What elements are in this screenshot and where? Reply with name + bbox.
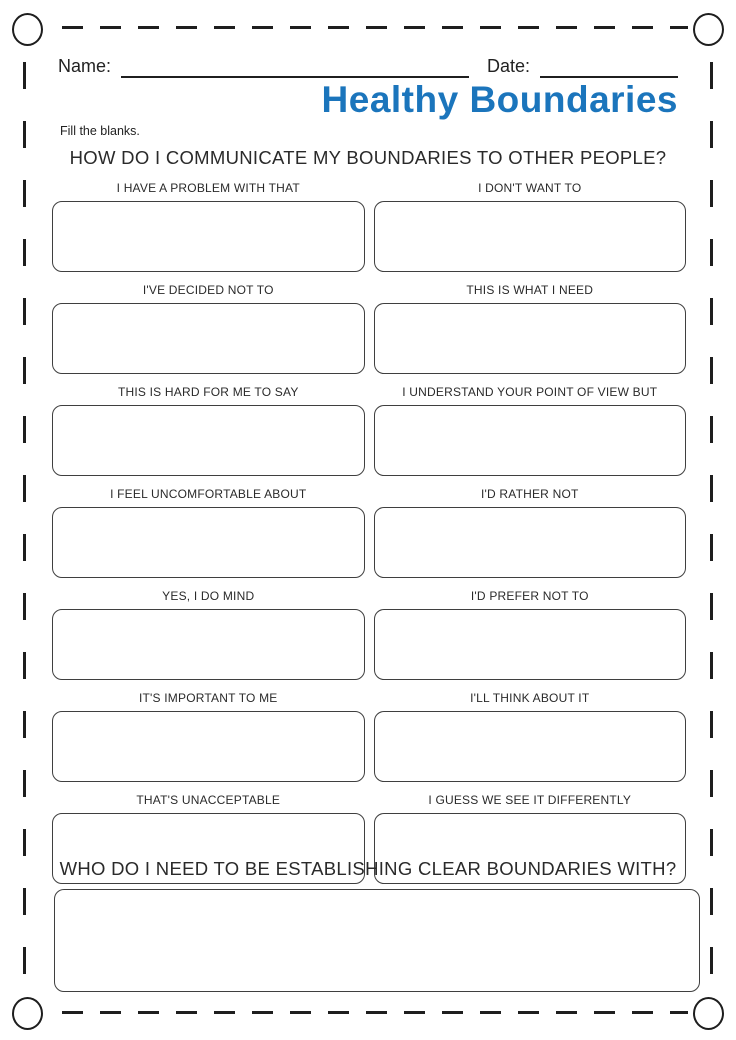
- prompt-label: I'D RATHER NOT: [480, 487, 579, 501]
- corner-circle-bottom-right: [693, 997, 724, 1030]
- name-date-row: [58, 56, 678, 78]
- prompt-label: IT'S IMPORTANT TO ME: [138, 691, 278, 705]
- prompt-label: I HAVE A PROBLEM WITH THAT: [116, 181, 300, 195]
- prompt-label: I FEEL UNCOMFORTABLE ABOUT: [110, 487, 307, 501]
- date-label: Date:: [486, 56, 530, 76]
- establish-heading: WHO DO I NEED TO BE ESTABLISHING CLEAR BOUNDARIES WITH?: [59, 858, 677, 879]
- prompt-cell: [52, 691, 365, 782]
- corner-circle-bottom-left: [12, 997, 43, 1030]
- prompt-label: YES, I DO MIND: [162, 589, 255, 603]
- boundaries-with-box[interactable]: [54, 889, 700, 992]
- bottom-dashed-border: [62, 1011, 688, 1014]
- answer-box[interactable]: [52, 711, 365, 782]
- answer-box[interactable]: [52, 201, 365, 272]
- prompt-cell: [52, 181, 365, 272]
- prompt-cell: [52, 589, 365, 680]
- answer-box[interactable]: [52, 405, 365, 476]
- prompt-label: THIS IS HARD FOR ME TO SAY: [117, 385, 299, 399]
- prompt-grid: [52, 181, 686, 884]
- prompt-label: I DON'T WANT TO: [478, 181, 582, 195]
- prompt-cell: [374, 691, 687, 782]
- prompt-cell: [52, 487, 365, 578]
- prompt-label: I'VE DECIDED NOT TO: [142, 283, 274, 297]
- prompt-label: I'LL THINK ABOUT IT: [470, 691, 590, 705]
- fill-instruction: Fill the blanks.: [60, 124, 140, 138]
- top-dashed-border: [62, 26, 688, 29]
- prompt-label: I UNDERSTAND YOUR POINT OF VIEW BUT: [402, 385, 658, 399]
- prompt-cell: [52, 283, 365, 374]
- answer-box[interactable]: [374, 201, 687, 272]
- prompt-cell: [52, 385, 365, 476]
- prompt-cell: [374, 181, 687, 272]
- prompt-label: I'D PREFER NOT TO: [470, 589, 589, 603]
- prompt-cell: [374, 283, 687, 374]
- corner-circle-top-left: [12, 13, 43, 46]
- answer-box[interactable]: [374, 507, 687, 578]
- prompt-cell: [374, 487, 687, 578]
- worksheet-title: Healthy Boundaries: [321, 79, 678, 120]
- prompt-cell: [374, 385, 687, 476]
- answer-box[interactable]: [52, 507, 365, 578]
- prompt-label: THIS IS WHAT I NEED: [466, 283, 594, 297]
- corner-circle-top-right: [693, 13, 724, 46]
- answer-box[interactable]: [374, 303, 687, 374]
- date-field[interactable]: [540, 56, 678, 78]
- name-field[interactable]: [121, 56, 469, 78]
- prompt-label: I GUESS WE SEE IT DIFFERENTLY: [428, 793, 632, 807]
- answer-box[interactable]: [374, 609, 687, 680]
- answer-box[interactable]: [374, 405, 687, 476]
- answer-box[interactable]: [374, 711, 687, 782]
- answer-box[interactable]: [52, 303, 365, 374]
- communicate-heading: HOW DO I COMMUNICATE MY BOUNDARIES TO OTHER PEOPLE?: [69, 147, 667, 168]
- prompt-label: THAT'S UNACCEPTABLE: [136, 793, 281, 807]
- answer-box[interactable]: [52, 609, 365, 680]
- name-label: Name:: [58, 56, 112, 76]
- left-dashed-border: [23, 62, 26, 992]
- prompt-cell: [374, 589, 687, 680]
- right-dashed-border: [710, 62, 713, 992]
